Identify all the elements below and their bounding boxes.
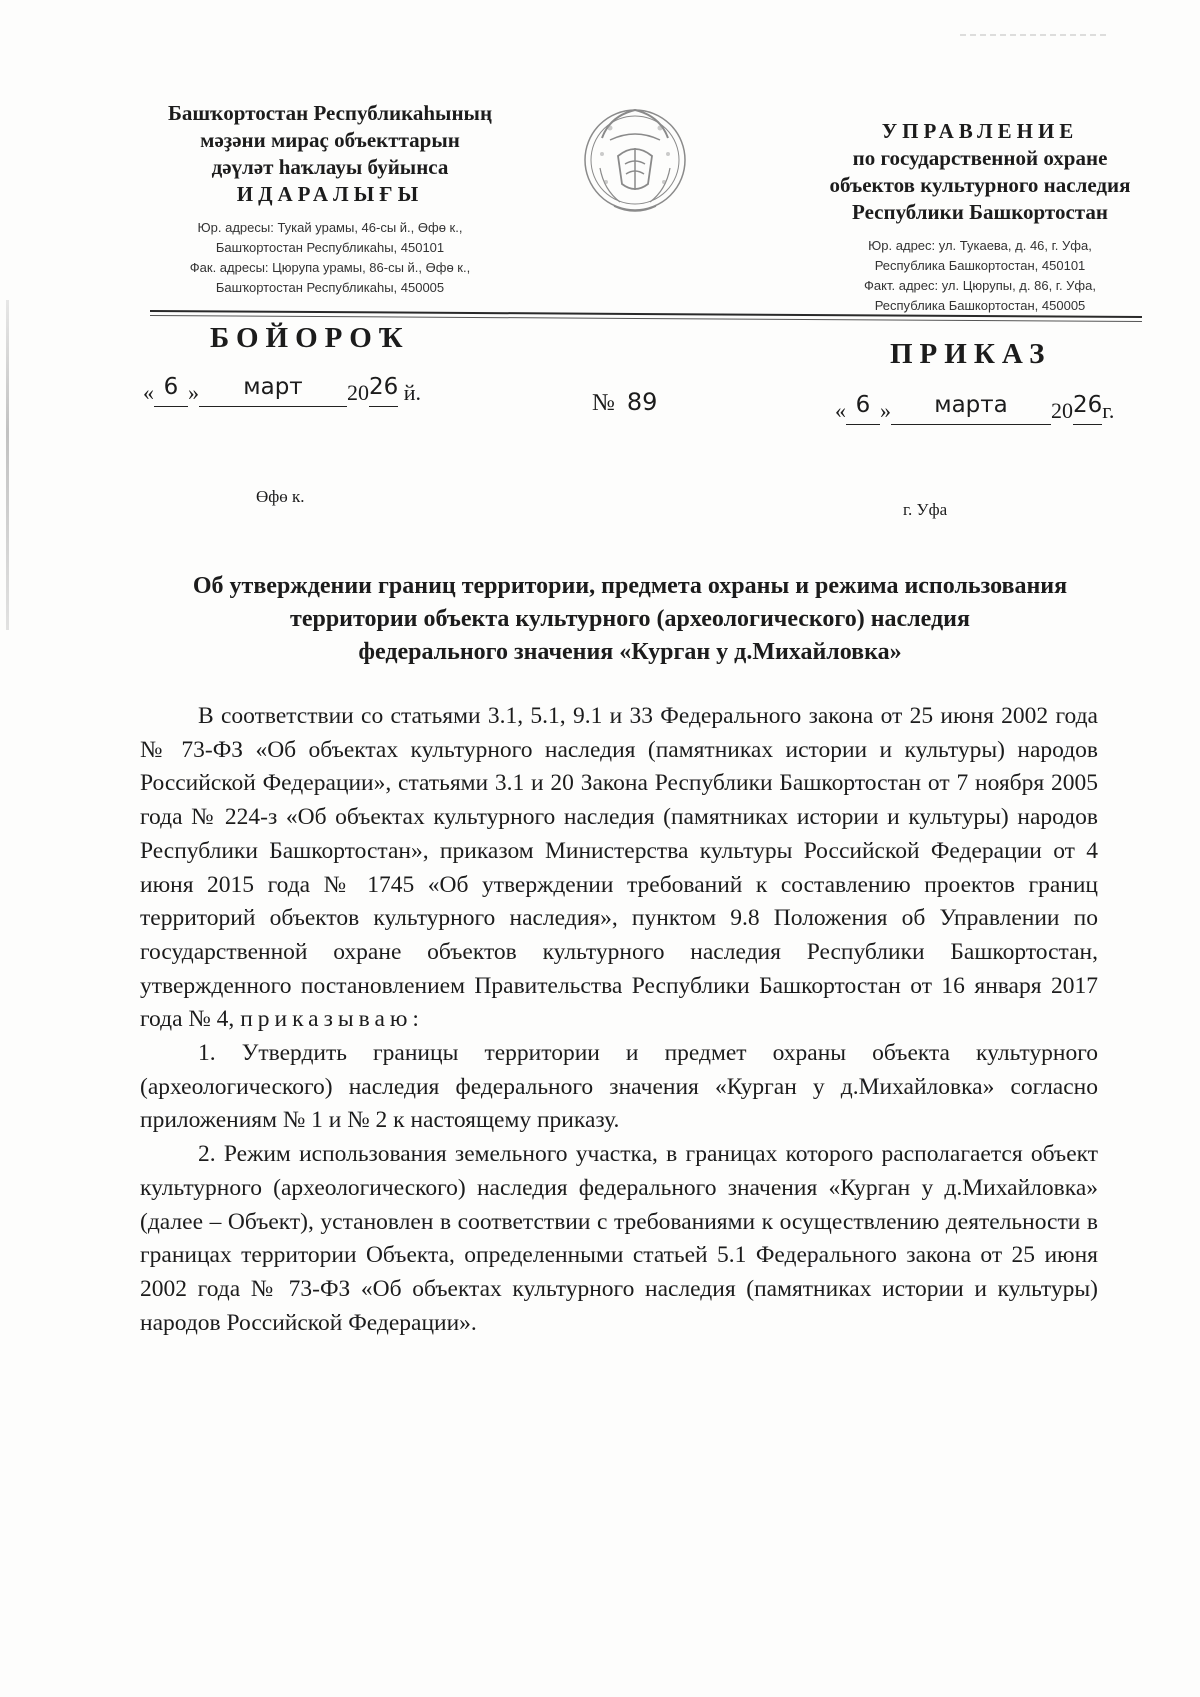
number-value: 89 (626, 388, 658, 416)
date-russian (835, 392, 1115, 425)
date-unit: г. (1102, 398, 1115, 423)
coat-of-arms-emblem-icon (580, 98, 690, 223)
document-number (592, 388, 657, 417)
address-line: Фак. адресы: Цюрупа урамы, 86-сы й., Өфө к., (189, 260, 471, 275)
title-line: Об утверждении границ территории, предмета охраны и режима использования (192, 573, 1068, 599)
city-bashkir: Өфө к. (256, 487, 305, 506)
date-year-suffix: 26 (369, 374, 399, 400)
header-left-bashkir (150, 100, 510, 298)
header-right-russian (800, 118, 1160, 316)
org-name-line: Башҡортостан Республикаһының (167, 101, 493, 125)
address-line: Башҡортостан Республикаһы, 450005 (215, 280, 445, 295)
address-line: Юр. адрес: ул. Тукаева, д. 46, г. Уфа, (868, 238, 1092, 253)
date-month: март (243, 374, 303, 400)
address-line: Факт. адрес: ул. Цюрупы, д. 86, г. Уфа, (864, 278, 1096, 293)
address-block (150, 218, 510, 298)
quote-close: » (188, 380, 199, 405)
document-title (140, 570, 1120, 669)
date-year-suffix: 26 (1073, 392, 1103, 418)
doc-type-russian: ПРИКАЗ (890, 338, 1052, 370)
quote-open: « (143, 380, 154, 405)
date-day: 6 (163, 374, 179, 400)
quote-open: « (835, 398, 846, 423)
org-name-line: объектов культурного наследия (829, 173, 1131, 197)
address-line: Республика Башкортостан, 450005 (874, 298, 1086, 313)
address-block (800, 236, 1160, 316)
date-year-prefix: 20 (1051, 398, 1073, 423)
body-paragraph-item-2: 2. Режим использования земельного участка, в границах которого располагается объект культурного (археологического) наследия федерального значения «Курган у д.Михайловка» (далее – Объект), установлен в соответствии с требованиями к осуществлению деятельности в границах территории Объекта, определенными статьей 5.1 Федерального закона от 25 июня 2002 года № 73-ФЗ «Об объектах культурного наследия (памятниках истории и культуры) народов Российской Федерации». (140, 1141, 1098, 1336)
scan-top-artifact (960, 34, 1110, 36)
order-word: приказываю: (240, 1006, 424, 1033)
address-line: Юр. адресы: Тукай урамы, 46-сы й., Өфө к., (197, 220, 463, 235)
title-line: федерального значения «Курган у д.Михайловка» (358, 639, 902, 665)
doc-type-bashkir: БОЙОРОҠ (210, 322, 410, 354)
address-line: Республика Башкортостан, 450101 (874, 258, 1086, 273)
date-bashkir (143, 374, 422, 407)
quote-close: » (880, 398, 891, 423)
body-paragraph-item-1: 1. Утвердить границы территории и предмет охраны объекта культурного (археологического) наследия федерального значения «Курган у д.Михайловка» согласно приложениям № 1 и № 2 к настоящему приказу. (140, 1040, 1098, 1134)
title-line: территории объекта культурного (археологического) наследия (290, 606, 970, 632)
address-line: Башҡортостан Республикаһы, 450101 (215, 240, 445, 255)
number-sign: № (592, 390, 615, 416)
org-name-line: дәүләт һаҡлауы буйынса (211, 155, 449, 179)
date-month: марта (934, 392, 1008, 418)
date-day: 6 (855, 392, 871, 418)
date-unit: й. (403, 380, 422, 405)
org-name-line: по государственной охране (852, 146, 1108, 170)
document-body (140, 700, 1098, 1340)
org-name-line: мәҙәни мираҫ объекттарын (200, 128, 460, 152)
org-name-caps: УПРАВЛЕНИЕ (881, 119, 1079, 143)
org-name-caps: ИДАРАЛЫҒЫ (236, 182, 424, 206)
body-paragraph-preamble (140, 700, 1098, 1037)
org-name-line: Республики Башкортостан (852, 200, 1108, 224)
scan-edge-artifact (6, 300, 9, 630)
date-year-prefix: 20 (347, 380, 369, 405)
preamble-text: В соответствии со статьями 3.1, 5.1, 9.1 и 33 Федерального закона от 25 июня 2002 года № 73-ФЗ «Об объектах культурного наследия (памятниках истории и культуры) народов Российской Федерации», статьями 3.1 и 20 Закона Республики Башкортостан от 7 ноября 2005 года № 224-з «Об объектах культурного наследия (памятниках истории и культуры) народов Республики Башкортостан», приказом Министерства культуры Российской Федерации от 4 июня 2015 года № 1745 «Об утверждении требований к составлению проектов границ территорий объектов культурного наследия», пунктом 9.8 Положения об Управлении по государственной охране объектов культурного наследия Республики Башкортостан, утвержденного постановлением Правительства Республики Башкортостан от 16 января 2017 года № 4, (140, 703, 1098, 1033)
city-russian: г. Уфа (903, 500, 948, 519)
